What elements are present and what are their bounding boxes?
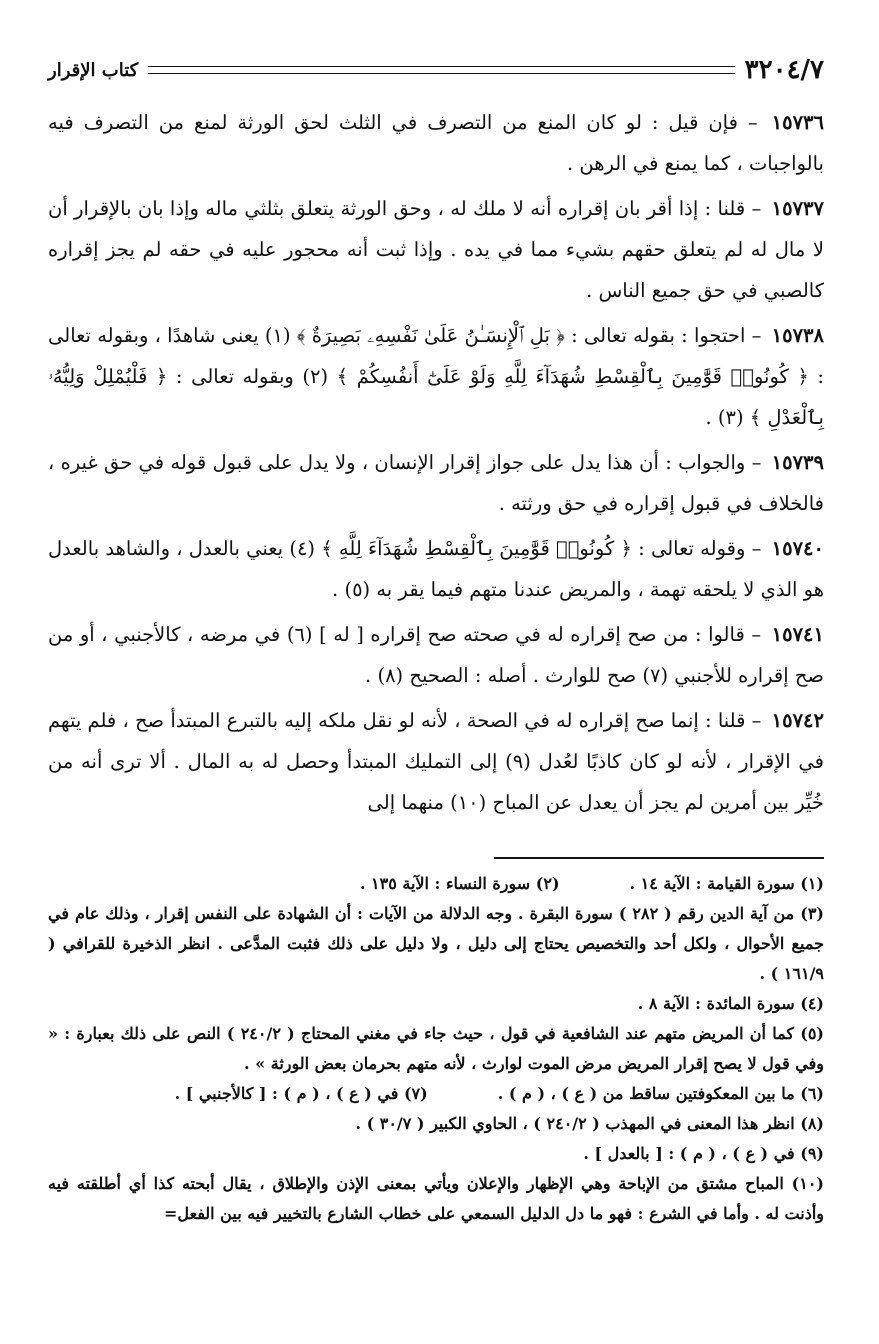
book-title: كتاب الإقرار: [48, 59, 139, 81]
footnote-8: (٨) انظر هذا المعنى في المهذب ( ٢٤٠/٢ ) ، الحاوي الكبير ( ٣٠/٧ ) .: [355, 1114, 824, 1133]
footnote-7: (٧) في ( ع ) ، ( م ) : [ كالأجنبي ] .: [174, 1084, 428, 1103]
paragraph: [48, 700, 824, 823]
footnote-3: (٣) من آية الدين رقم ( ٢٨٢ ) سورة البقرة . وجه الدلالة من الآيات : أن الشهادة على النفس إقرار ، وذلك عام في جميع الأحوال ، ولكل أحد والتخصيص يحتاج إلى دليل ، ولا دليل على ذلك فثبت المدَّعى . انظر الذخيرة للقرافي ( ١٦١/٩ ) .: [48, 904, 825, 983]
paragraph: [48, 442, 824, 524]
footnote-2: (٢) سورة النساء : الآية ١٣٥ .: [359, 874, 560, 893]
paragraph-text: – وقوله تعالى : ﴿ كُونُوا۟ قَوَّٰمِينَ بِٱلْقِسْطِ شُهَدَآءَ لِلَّهِ ﴾ (٤) يعني بالعدل ، والشاهد بالعدل هو الذي لا يلحقه تهمة ، والمريض عندنا متهم فيما يقر به (٥) .: [48, 537, 824, 601]
paragraph-number: ١٥٧٣٨: [771, 324, 825, 347]
paragraph-number: ١٥٧٤٢: [771, 709, 824, 732]
paragraph-number: ١٥٧٣٩: [771, 451, 824, 474]
footnote-5: (٥) كما أن المريض متهم عند الشافعية في قول ، حيث جاء في مغني المحتاج ( ٢٤٠/٢ ) النص على ذلك بعبارة : « وفي قول لا يصح إقرار المريض مرض الموت لوارث ، لأنه متهم بحرمان بعض الورثة » .: [48, 1024, 824, 1073]
footnotes: [48, 869, 824, 1229]
paragraph-number: ١٥٧٤١: [771, 623, 825, 646]
paragraph-text: – قلنا : إنما صح إقراره له في الصحة ، لأنه لو نقل ملكه إليه بالتبرع المبتدأ صح ، فلم يتهم في الإقرار ، لأنه لو كان كاذبًا لعُدل (٩) إلى التمليك المبتدأ وحصل له به المال . ألا ترى أنه من خُيِّر بين أمرين لم يجز أن يعدل عن المباح (١٠) منهما إلى: [48, 709, 824, 814]
paragraph-text: – فإن قيل : لو كان المنع من التصرف في الثلث لحق الورثة لمنع من التصرف فيه بالواجبات ، كما يمنع في الرهن .: [48, 111, 824, 175]
paragraph-text: – قالوا : من صح إقراره له في صحته صح إقراره [ له ] (٦) في مرضه ، كالأجنبي ، أو من صح إقراره للأجنبي (٧) صح للوارث . أصله : الصحيح (٨) .: [48, 623, 824, 687]
paragraph: [48, 528, 824, 610]
paragraph-text: – احتجوا : بقوله تعالى : ﴿ بَلِ ٱلْإِنسَـٰنُ عَلَىٰ نَفْسِهِۦ بَصِيرَةٌ ﴾ (١) يعنى شاهدًا ، وبقوله تعالى : ﴿ كُونُوا۟ قَوَّٰمِينَ بِٱلْقِسْطِ شُهَدَآءَ لِلَّهِ وَلَوْ عَلَىٰٓ أَنفُسِكُمْ ﴾ (٢) وبقوله تعالى : ﴿ فَلْيُمْلِلْ وَلِيُّهُۥ بِٱلْعَدْلِ ﴾ (٣) .: [48, 324, 824, 429]
footnote-row: [48, 869, 824, 899]
footnote-row: [48, 1079, 824, 1109]
paragraph-number: ١٥٧٣٦: [771, 111, 824, 134]
paragraph: [48, 315, 824, 438]
paragraph: [48, 102, 824, 184]
footnote-4: (٤) سورة المائدة : الآية ٨ .: [637, 994, 824, 1013]
footnote-10: (١٠) المباح مشتق من الإباحة وهي الإظهار والإعلان ويأتي بمعنى الإذن والإطلاق ، يقال أبحته كذا أي أطلقته فيه وأذنت له . وأما في الشرع : فهو ما دل الدليل السمعي على خطاب الشارع بالتخيير فيه بين الفعل=: [48, 1174, 824, 1223]
paragraph: [48, 614, 824, 696]
book-page: [48, 52, 824, 1229]
page-number: ٣٢٠٤/٧: [744, 55, 824, 85]
paragraph-number: ١٥٧٣٧: [771, 197, 825, 220]
paragraph-text: – قلنا : إذا أقر بان إقراره أنه لا ملك له ، وحق الورثة يتعلق بثلثي ماله وإذا بان بالإقرار أن لا مال له لم يتعلق حقهم بشيء مما في يده . وإذا ثبت أنه محجور عليه في حقه لم يجز إقراره كالصبي في حق جميع الناس .: [48, 197, 824, 302]
paragraph-text: – والجواب : أن هذا يدل على جواز إقرار الإنسان ، ولا يدل على قبول قوله في حق غيره ، فالخلاف في قبول إقراره في حق ورثته .: [48, 451, 824, 515]
header-rule: [148, 66, 734, 74]
footnote-1: (١) سورة القيامة : الآية ١٤ .: [629, 874, 824, 893]
main-text: [48, 102, 824, 823]
paragraph-number: ١٥٧٤٠: [771, 537, 824, 560]
paragraph: [48, 188, 824, 311]
footnote-separator: [494, 857, 824, 859]
page-header: [48, 52, 824, 88]
footnote-9: (٩) في ( ع ) ، ( م ) : [ بالعدل ] .: [583, 1144, 824, 1163]
footnote-6: (٦) ما بين المعكوفتين ساقط من ( ع ) ، ( م ) .: [497, 1084, 824, 1103]
